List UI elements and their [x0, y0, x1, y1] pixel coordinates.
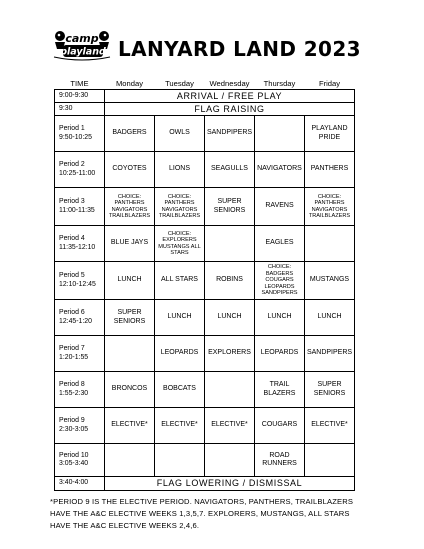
period-time: 11:00-11:35	[59, 206, 95, 214]
schedule-cell: ALL STARS	[155, 262, 205, 300]
schedule-cell: CHOICE: EXPLORERS MUSTANGS ALL STARS	[155, 226, 205, 262]
schedule-cell: CHOICE: PANTHERS NAVIGATORS TRAILBLAZERS	[155, 188, 205, 226]
header-row	[55, 77, 355, 90]
schedule-cell: ROBINS	[205, 262, 255, 300]
period-time-cell	[55, 188, 105, 226]
schedule-cell: PANTHERS	[305, 152, 355, 188]
logo-text-playland: playland	[60, 46, 106, 58]
schedule-cell: EXPLORERS	[205, 336, 255, 372]
schedule-cell: SUPER SENIORS	[205, 188, 255, 226]
period-time-cell	[55, 226, 105, 262]
period-time-cell	[55, 300, 105, 336]
flag-lowering-row	[55, 477, 355, 491]
period-time: 11:35-12:10	[59, 243, 96, 251]
schedule-cell: SANDPIPERS	[305, 336, 355, 372]
period-time-cell	[55, 408, 105, 444]
schedule-cell: LEOPARDS	[155, 336, 205, 372]
schedule-cell: MUSTANGS	[305, 262, 355, 300]
column-header-monday: Monday	[115, 78, 144, 88]
schedule-cell: NAVIGATORS	[255, 152, 305, 188]
period-time-cell	[55, 262, 105, 300]
schedule-cell: SUPER SENIORS	[305, 372, 355, 408]
schedule-cell: RAVENS	[255, 188, 305, 226]
schedule-cell: LEOPARDS	[255, 336, 305, 372]
schedule-cell: BRONCOS	[105, 372, 155, 408]
period-time: 1:55-2:30	[59, 389, 89, 397]
camp-playland-logo	[52, 27, 112, 61]
flag-lowering-label: FLAG LOWERING / DISMISSAL	[105, 477, 355, 491]
schedule-cell: LIONS	[155, 152, 205, 188]
schedule-cell: ELECTIVE*	[305, 408, 355, 444]
period-row	[55, 116, 355, 152]
flag-lowering-time: 3:40-4:00	[55, 477, 105, 491]
column-header-friday: Friday	[318, 78, 341, 88]
schedule-cell: ELECTIVE*	[155, 408, 205, 444]
period-time: 1:20-1:55	[59, 353, 89, 361]
elective-footnote: *PERIOD 9 IS THE ELECTIVE PERIOD. NAVIGATORS, PANTHERS, TRAILBLAZERS HAVE THE A&C ELECTIVE WEEKS 1,3,5,7. EXPLORERS, MUSTANGS, ALL STARS HAVE THE A&C ELECTIVE WEEKS 2,4,6.	[50, 497, 354, 530]
period-name: Period 3	[59, 198, 85, 206]
schedule-cell	[305, 444, 355, 477]
period-time-cell	[55, 336, 105, 372]
flag-raising-label: FLAG RAISING	[105, 103, 355, 116]
period-name: Period 6	[59, 309, 85, 317]
period-name: Period 8	[59, 381, 85, 389]
period-time-cell	[55, 444, 105, 477]
schedule-cell	[105, 444, 155, 477]
schedule-cell: TRAIL BLAZERS	[255, 372, 305, 408]
schedule-cell	[255, 116, 305, 152]
schedule-cell: CHOICE: BADGERS COUGARS LEOPARDS SANDPIPERS	[255, 262, 305, 300]
column-header-thursday: Thursday	[263, 78, 296, 88]
arrival-label: ARRIVAL / FREE PLAY	[105, 90, 355, 103]
period-row	[55, 262, 355, 300]
page-header	[0, 0, 424, 76]
period-row	[55, 188, 355, 226]
column-header-time: TIME	[70, 78, 89, 88]
schedule-cell: BOBCATS	[155, 372, 205, 408]
period-name: Period 5	[59, 272, 85, 280]
period-row	[55, 444, 355, 477]
schedule-cell: LUNCH	[255, 300, 305, 336]
period-name: Period 9	[59, 417, 85, 425]
schedule-cell: BLUE JAYS	[105, 226, 155, 262]
flag-raising-time: 9:30	[55, 103, 105, 116]
period-row	[55, 336, 355, 372]
schedule-cell	[205, 444, 255, 477]
logo-graphic	[52, 27, 112, 61]
page-title: LANYARD LAND 2023	[118, 37, 361, 61]
schedule-cell	[205, 372, 255, 408]
schedule-cell: ELECTIVE*	[105, 408, 155, 444]
schedule-cell: CHOICE: PANTHERS NAVIGATORS TRAILBLAZERS	[105, 188, 155, 226]
schedule-cell: BADGERS	[105, 116, 155, 152]
schedule-cell: LUNCH	[305, 300, 355, 336]
schedule-table	[54, 77, 355, 491]
schedule-cell: PLAYLAND PRIDE	[305, 116, 355, 152]
schedule-cell: OWLS	[155, 116, 205, 152]
schedule-cell: SEAGULLS	[205, 152, 255, 188]
schedule-cell: COYOTES	[105, 152, 155, 188]
schedule-cell: EAGLES	[255, 226, 305, 262]
schedule-cell: LUNCH	[155, 300, 205, 336]
period-row	[55, 408, 355, 444]
period-time: 12:45-1:20	[59, 317, 92, 325]
period-name: Period 2	[59, 161, 85, 169]
period-row	[55, 300, 355, 336]
schedule-cell: LUNCH	[205, 300, 255, 336]
period-name: Period 10	[59, 451, 89, 459]
schedule-cell	[305, 226, 355, 262]
schedule-cell: COUGARS	[255, 408, 305, 444]
period-time: 3:05-3:40	[59, 460, 89, 467]
period-time-cell	[55, 116, 105, 152]
schedule-cell: SUPER SENIORS	[105, 300, 155, 336]
period-time: 10:25-11:00	[59, 169, 96, 177]
period-time-cell	[55, 372, 105, 408]
column-header-wednesday: Wednesday	[209, 78, 250, 88]
column-header-tuesday: Tuesday	[165, 78, 194, 88]
period-name: Period 1	[59, 125, 85, 133]
schedule-cell: ROAD RUNNERS	[255, 444, 305, 477]
schedule-cell: ELECTIVE*	[205, 408, 255, 444]
period-time: 9:50-10:25	[59, 133, 92, 141]
period-name: Period 4	[59, 235, 85, 243]
period-name: Period 7	[59, 345, 85, 353]
schedule-cell: SANDPIPERS	[205, 116, 255, 152]
arrival-row	[55, 90, 355, 103]
period-time: 12:10-12:45	[59, 280, 96, 288]
schedule-cell	[205, 226, 255, 262]
period-time: 2:30-3:05	[59, 425, 89, 433]
schedule-cell: LUNCH	[105, 262, 155, 300]
schedule-cell	[105, 336, 155, 372]
arrival-time: 9:00-9:30	[55, 90, 105, 103]
flag-raising-row	[55, 103, 355, 116]
logo-text-camp: camp	[65, 32, 99, 45]
period-time-cell	[55, 152, 105, 188]
schedule-cell	[155, 444, 205, 477]
period-row	[55, 372, 355, 408]
schedule-cell: CHOICE: PANTHERS NAVIGATORS TRAILBLAZERS	[305, 188, 355, 226]
period-row	[55, 226, 355, 262]
period-row	[55, 152, 355, 188]
